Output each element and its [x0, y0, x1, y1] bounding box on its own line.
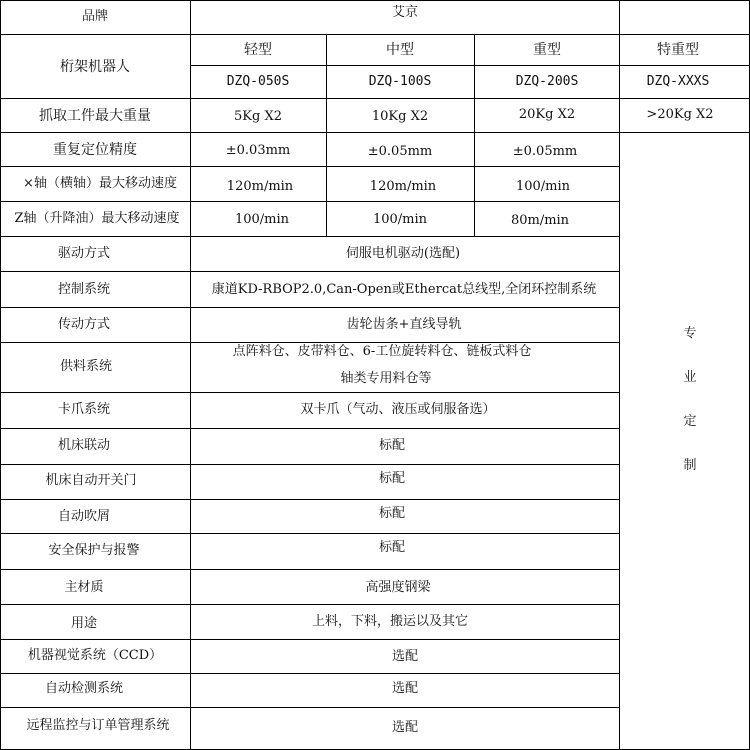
feature-label: 自动检测系统 — [44, 681, 124, 696]
z-speed-medium: 100/min — [372, 212, 428, 227]
feature-value: 齿轮齿条+直线导轨 — [346, 317, 462, 332]
model-type-extra-heavy: 特重型 — [657, 42, 699, 58]
feature-label: 供料系统 — [59, 359, 113, 374]
brand-label: 品牌 — [81, 9, 109, 24]
feature-value: 高强度钢梁 — [365, 580, 431, 595]
feature-value: 伺服电机驱动(选配) — [345, 246, 461, 261]
grid-line — [0, 0, 750, 1]
precision-light: ±0.03mm — [225, 143, 291, 158]
grid-line — [474, 34, 475, 236]
x-speed-heavy: 100/min — [515, 179, 571, 194]
feature-label: 主材质 — [64, 580, 104, 595]
grid-line — [191, 65, 750, 66]
max-weight-light: 5Kg X2 — [234, 109, 282, 124]
brand-name: 艾京 — [391, 5, 419, 20]
grid-line — [190, 0, 191, 750]
feature-value: 选配 — [391, 720, 419, 735]
grid-line — [0, 307, 620, 308]
grid-line — [0, 271, 620, 272]
feature-value: 标配 — [378, 438, 406, 453]
grid-line — [0, 428, 620, 429]
grid-line — [0, 569, 620, 570]
feature-value: 选配 — [391, 649, 419, 664]
model-code-medium: DZQ-100S — [368, 74, 432, 89]
model-type-medium: 中型 — [386, 42, 414, 58]
grid-line — [0, 236, 620, 237]
grid-line — [0, 201, 620, 202]
custom-char: 业 — [683, 370, 697, 385]
feature-label: 机床联动 — [57, 438, 111, 453]
feature-label: 用途 — [70, 616, 98, 631]
grid-line — [0, 464, 620, 465]
grid-line — [619, 0, 620, 750]
feature-value: 双卡爪（气动、液压或伺服备选） — [300, 402, 496, 417]
robot-label: 桁架机器人 — [60, 59, 130, 75]
row-label-precision: 重复定位精度 — [53, 142, 137, 158]
row-label-x-speed: ×轴（横轴）最大移动速度 — [23, 176, 177, 191]
model-code-heavy: DZQ-200S — [515, 74, 579, 89]
feature-value: 上料，下料，搬运以及其它 — [311, 614, 469, 629]
feature-label: 传动方式 — [57, 317, 111, 332]
grid-line — [0, 392, 620, 393]
feature-value: 标配 — [378, 471, 406, 486]
feature-value: 标配 — [378, 540, 406, 555]
model-type-light: 轻型 — [244, 42, 272, 58]
max-weight-extra-heavy: >20Kg X2 — [646, 107, 714, 122]
max-weight-heavy: 20Kg X2 — [518, 107, 576, 122]
grid-line — [326, 34, 327, 236]
feature-label: 卡爪系统 — [57, 402, 111, 417]
feature-value: 标配 — [378, 506, 406, 521]
grid-line — [0, 98, 750, 99]
grid-line — [0, 499, 620, 500]
feature-label: 机床自动开关门 — [45, 473, 137, 488]
feature-label: 远程监控与订单管理系统 — [26, 718, 170, 733]
feature-label: 自动吹屑 — [57, 509, 111, 524]
z-speed-heavy: 80m/min — [510, 213, 570, 228]
grid-line — [0, 533, 620, 534]
z-speed-light: 100/min — [234, 212, 290, 227]
model-code-light: DZQ-050S — [226, 74, 290, 89]
precision-medium: ±0.05mm — [367, 144, 433, 159]
grid-line — [0, 707, 620, 708]
grid-line — [0, 639, 620, 640]
grid-line — [0, 673, 620, 674]
precision-heavy: ±0.05mm — [512, 144, 578, 159]
custom-made-note — [683, 322, 696, 498]
feature-value: 康道KD-RBOP2.0,Can-Open或Ethercat总线型,全闭环控制系统 — [211, 282, 597, 297]
x-speed-light: 120m/min — [226, 179, 294, 194]
x-speed-medium: 120m/min — [369, 179, 437, 194]
grid-line — [0, 132, 750, 133]
model-code-extra-heavy: DZQ-XXXS — [646, 74, 710, 89]
model-type-heavy: 重型 — [533, 42, 561, 58]
feature-label: 驱动方式 — [57, 246, 111, 261]
row-label-max-weight: 抓取工件最大重量 — [39, 108, 151, 124]
row-label-z-speed: Z轴（升降油）最大移动速度 — [14, 211, 180, 226]
grid-line — [0, 166, 620, 167]
feature-label: 控制系统 — [57, 282, 111, 297]
feature-label: 安全保护与报警 — [48, 543, 140, 558]
feature-value-line2: 轴类专用料仓等 — [340, 371, 432, 386]
max-weight-medium: 10Kg X2 — [371, 109, 429, 124]
grid-line — [0, 342, 620, 343]
feature-value: 点阵料仓、皮带料仓、6-工位旋转料仓、链板式料仓 — [232, 344, 532, 359]
grid-line — [0, 604, 620, 605]
custom-char: 制 — [683, 458, 697, 473]
grid-line — [0, 0, 1, 750]
custom-char: 定 — [683, 414, 697, 429]
feature-label: 机器视觉系统（CCD） — [27, 648, 163, 663]
grid-line — [0, 34, 750, 35]
feature-value: 选配 — [391, 681, 419, 696]
custom-char: 专 — [683, 326, 697, 341]
